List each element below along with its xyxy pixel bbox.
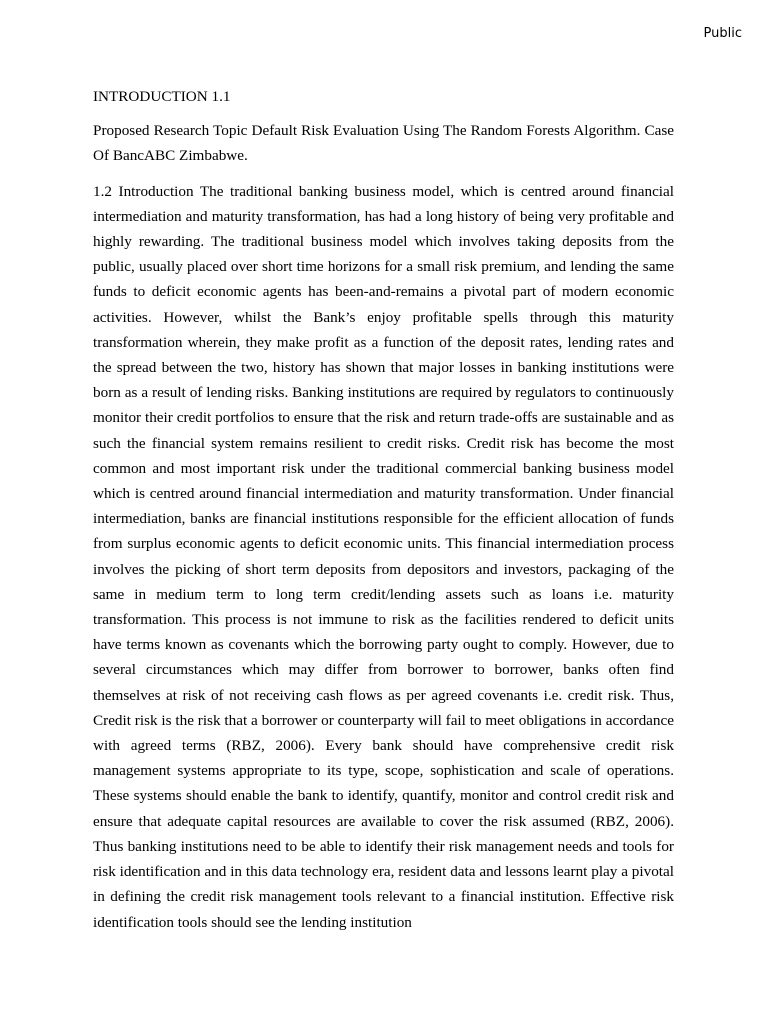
introduction-paragraph: 1.2 Introduction The traditional banking business model, which is centred around financial intermediation and maturity transformation, has had a long history of being very profitable and highly rewarding. The traditional business model which involves taking deposits from the public, usually placed over short time horizons for a small risk premium, and lending the same funds to deficit economic agents has been-and-remains a pivotal part of modern economic activities. However, whilst the Bank’s enjoy profitable spells through this maturity transformation wherein, they make profit as a function of the deposit rates, lending rates and the spread between the two, history has shown that major losses in banking institutions were born as a result of lending risks. Banking institutions are required by regulators to continuously monitor their credit portfolios to ensure that the risk and return trade-offs are sustainable and as such the financial system remains resilient to credit risks. Credit risk has become the most common and most important risk under the traditional commercial banking business model which is centred around financial intermediation and maturity transformation. Under financial intermediation, banks are financial institutions responsible for the efficient allocation of funds from surplus economic agents to deficit economic units. This financial intermediation process involves the picking of short term deposits from depositors and investors, packaging of the same in medium term to long term credit/lending assets such as loans i.e. maturity transformation. This process is not immune to risk as the facilities rendered to deficit units have terms known as covenants which the borrowing party ought to comply. However, due to several circumstances which may differ from borrower to borrower, banks often find themselves at risk of not receiving cash flows as per agreed covenants i.e. credit risk. Thus, Credit risk is the risk that a borrower or counterparty will fail to meet obligations in accordance with agreed terms (RBZ, 2006). Every bank should have comprehensive credit risk management systems appropriate to its type, scope, sophistication and scale of operations. These systems should enable the bank to identify, quantify, monitor and control credit risk and ensure that adequate capital resources are available to cover the risk assumed (RBZ, 2006). Thus banking institutions need to be able to identify their risk management needs and tools for risk identification and in this data technology era, resident data and lessons learnt play a pivotal in defining the credit risk management tools relevant to a financial institution. Effective risk identification tools should see the lending institution [93, 182, 674, 931]
classification-label: Public [703, 26, 742, 41]
document-body [93, 84, 674, 935]
section-heading: INTRODUCTION 1.1 [93, 88, 231, 105]
research-topic-paragraph: Proposed Research Topic Default Risk Evaluation Using The Random Forests Algorithm. Case Of BancABC Zimbabwe. [93, 122, 674, 165]
